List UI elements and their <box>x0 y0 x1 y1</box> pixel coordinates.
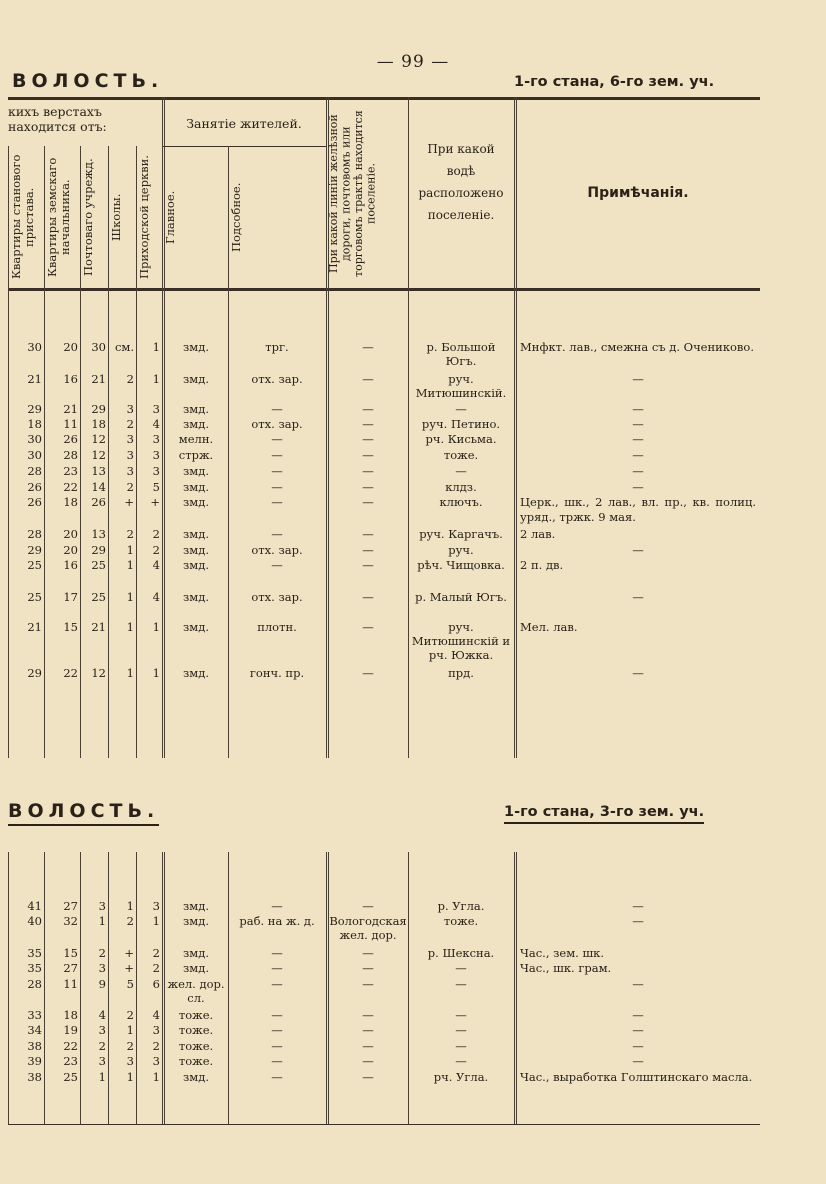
rows1-row-11-aux: — <box>271 558 283 572</box>
rows2-row-5-notes: — <box>632 1008 644 1022</box>
rows2-row-1-aux: раб. на ж. д. <box>239 914 315 928</box>
rows1-row-13-main: змд. <box>183 620 209 634</box>
rows1-row-13-water: руч. Митюшинскій и рч. Южка. <box>411 620 511 662</box>
rows1-row-10-a: 29 <box>27 543 42 557</box>
rows2-row-6-b: 19 <box>63 1023 78 1037</box>
rows1-row-9-water: руч. Каргачъ. <box>419 527 503 541</box>
rows1-row-8-d: + <box>124 495 134 509</box>
rows1-row-3-water: руч. Петино. <box>421 417 501 431</box>
rows2-row-8-aux: — <box>271 1054 283 1068</box>
rows2-row-2-main: змд. <box>183 946 209 960</box>
rows2-row-4-notes: — <box>632 977 644 991</box>
rows1-row-11-rail: — <box>362 558 374 572</box>
rows1-row-13-notes: Мел. лав. <box>520 620 578 634</box>
rows2-row-6-c: 3 <box>98 1023 106 1037</box>
rows1-row-3-d: 2 <box>126 417 134 431</box>
rows1-row-12-aux: отх. зар. <box>251 590 303 604</box>
rows2-row-8-rail: — <box>362 1054 374 1068</box>
rows1-row-3-rail: — <box>362 417 374 431</box>
rows2-row-3-main: змд. <box>183 961 209 975</box>
rows1-row-9-d: 2 <box>126 527 134 541</box>
rows2-row-6-aux: — <box>271 1023 283 1037</box>
section2-title: ВОЛОСТЬ. <box>8 800 159 826</box>
rows2-row-5-e: 4 <box>152 1008 160 1022</box>
rows1-row-14-water: прд. <box>448 666 474 680</box>
rows2-row-4-water: — <box>455 977 467 991</box>
rows2-row-1-b: 32 <box>63 914 78 928</box>
rows1-row-7-water: клдз. <box>445 480 477 494</box>
rows1-row-2-a: 29 <box>27 402 42 416</box>
rows1-row-7-a: 26 <box>27 480 42 494</box>
rows1-row-5-aux: — <box>271 448 283 462</box>
rows2-row-1-d: 2 <box>126 914 134 928</box>
rows1-row-11-d: 1 <box>126 558 134 572</box>
rows1-row-8-c: 26 <box>91 495 106 509</box>
rows1-row-7-aux: — <box>271 480 283 494</box>
rows1-row-12-rail: — <box>362 590 374 604</box>
rows2-row-0-c: 3 <box>98 899 106 913</box>
rows1-row-3-a: 18 <box>27 417 42 431</box>
rows2-row-9-e: 1 <box>152 1070 160 1084</box>
rows1-row-9-c: 13 <box>91 527 106 541</box>
rows2-row-7-d: 2 <box>126 1039 134 1053</box>
rows1-row-1-main: змд. <box>183 372 209 386</box>
rows2-row-2-e: 2 <box>152 946 160 960</box>
rows1-row-6-aux: — <box>271 464 283 478</box>
rows2-row-5-water: — <box>455 1008 467 1022</box>
rows1-row-13-rail: — <box>362 620 374 634</box>
rows2-row-9-a: 38 <box>27 1070 42 1084</box>
rows2-row-1-water: тоже. <box>443 914 479 928</box>
header-col-main: Главное. <box>163 190 177 244</box>
rows1-row-4-rail: — <box>362 432 374 446</box>
rows2-row-7-e: 2 <box>152 1039 160 1053</box>
rows1-row-10-water: руч. <box>448 543 474 557</box>
rows2-row-7-rail: — <box>362 1039 374 1053</box>
rows1-row-3-notes: — <box>632 417 644 431</box>
rows1-row-3-b: 11 <box>63 417 78 431</box>
header-col-zemsk: Квартиры земскаго начальника. <box>45 157 72 277</box>
rows1-row-5-water: тоже. <box>443 448 479 462</box>
rows2-row-4-main: жел. дор. сл. <box>167 977 225 1005</box>
rows2-row-8-d: 3 <box>126 1054 134 1068</box>
rows1-row-12-a: 25 <box>27 590 42 604</box>
rows1-row-14-d: 1 <box>126 666 134 680</box>
rows1-row-8-water: ключъ. <box>439 495 483 509</box>
rows1-row-2-b: 21 <box>63 402 78 416</box>
rows2-row-9-notes: Час., выработка Голштинскаго масла. <box>520 1070 753 1084</box>
rows1-row-2-main: змд. <box>183 402 209 416</box>
rows1-row-11-e: 4 <box>152 558 160 572</box>
rows2-row-5-b: 18 <box>63 1008 78 1022</box>
rows2-row-3-b: 27 <box>63 961 78 975</box>
rows1-row-10-d: 1 <box>126 543 134 557</box>
rows2-row-0-notes: — <box>632 899 644 913</box>
rows1-row-7-d: 2 <box>126 480 134 494</box>
rows1-row-2-e: 3 <box>152 402 160 416</box>
rows1-row-11-main: змд. <box>183 558 209 572</box>
rows2-row-4-b: 11 <box>63 977 78 991</box>
rows2-row-9-c: 1 <box>98 1070 106 1084</box>
rows1-row-14-rail: — <box>362 666 374 680</box>
rows2-row-9-aux: — <box>271 1070 283 1084</box>
rows1-row-1-a: 21 <box>27 372 42 386</box>
rows2-row-8-b: 23 <box>63 1054 78 1068</box>
rows2-row-3-a: 35 <box>27 961 42 975</box>
rows2-row-2-rail: — <box>362 946 374 960</box>
rows1-row-4-c: 12 <box>91 432 106 446</box>
rows2-row-3-aux: — <box>271 961 283 975</box>
rows2-row-8-c: 3 <box>98 1054 106 1068</box>
rows1-row-6-e: 3 <box>152 464 160 478</box>
rows2-row-0-e: 3 <box>152 899 160 913</box>
rows2-row-1-c: 1 <box>98 914 106 928</box>
rows1-row-8-e: + <box>150 495 160 509</box>
rows1-row-9-main: змд. <box>183 527 209 541</box>
page-number: — 99 — <box>376 52 450 72</box>
rows2-row-4-d: 5 <box>126 977 134 991</box>
rows2-row-2-a: 35 <box>27 946 42 960</box>
header-col-church: Приходской церкви. <box>137 155 151 279</box>
header-group-distance: кихъ верстахъ находится отъ: <box>8 104 107 134</box>
rows2-row-6-a: 34 <box>27 1023 42 1037</box>
rows2-row-6-d: 1 <box>126 1023 134 1037</box>
rows1-row-3-aux: отх. зар. <box>251 417 303 431</box>
rows1-row-5-d: 3 <box>126 448 134 462</box>
rows1-row-0-c: 30 <box>91 340 106 354</box>
rows1-row-13-d: 1 <box>126 620 134 634</box>
rows1-row-12-d: 1 <box>126 590 134 604</box>
rows1-row-0-notes: Мнфкт. лав., смежна съ д. Очениково. <box>520 340 754 354</box>
rows1-row-2-c: 29 <box>91 402 106 416</box>
rows1-row-10-c: 29 <box>91 543 106 557</box>
rows2-row-2-b: 15 <box>63 946 78 960</box>
rows1-row-9-b: 20 <box>63 527 78 541</box>
rows2-row-1-rail: Вологодская жел. дор. <box>329 914 407 942</box>
rows1-row-5-rail: — <box>362 448 374 462</box>
rows1-row-6-notes: — <box>632 464 644 478</box>
rows1-row-2-notes: — <box>632 402 644 416</box>
rows1-row-5-main: стрж. <box>178 448 214 462</box>
rows1-row-14-notes: — <box>632 666 644 680</box>
section2-subtitle: 1-го стана, 3-го зем. уч. <box>504 804 704 824</box>
rows1-row-12-e: 4 <box>152 590 160 604</box>
rows2-row-9-water: рч. Угла. <box>433 1070 489 1084</box>
rows1-row-8-rail: — <box>362 495 374 509</box>
rows1-row-12-main: змд. <box>183 590 209 604</box>
rows1-row-6-a: 28 <box>27 464 42 478</box>
rows1-row-0-water: р. Большой Югъ. <box>426 340 496 368</box>
rows1-row-6-c: 13 <box>91 464 106 478</box>
rows1-row-7-e: 5 <box>152 480 160 494</box>
rows2-row-5-a: 33 <box>27 1008 42 1022</box>
rows1-row-1-d: 2 <box>126 372 134 386</box>
rows1-row-4-e: 3 <box>152 432 160 446</box>
rows1-row-13-a: 21 <box>27 620 42 634</box>
rows2-row-3-c: 3 <box>98 961 106 975</box>
rows2-row-4-aux: — <box>271 977 283 991</box>
rows1-row-8-a: 26 <box>27 495 42 509</box>
rows1-row-1-c: 21 <box>91 372 106 386</box>
rows1-row-10-notes: — <box>632 543 644 557</box>
rows2-row-4-c: 9 <box>98 977 106 991</box>
rows2-row-0-rail: — <box>362 899 374 913</box>
rows1-row-3-e: 4 <box>152 417 160 431</box>
rows1-row-0-e: 1 <box>152 340 160 354</box>
rows1-row-4-d: 3 <box>126 432 134 446</box>
rows2-row-1-e: 1 <box>152 914 160 928</box>
rows1-row-0-main: змд. <box>183 340 209 354</box>
rows2-row-2-notes: Час., зем. шк. <box>520 946 605 960</box>
rows2-row-5-main: тоже. <box>178 1008 214 1022</box>
rows2-row-5-rail: — <box>362 1008 374 1022</box>
rows2-row-8-main: тоже. <box>178 1054 214 1068</box>
rows1-row-14-main: змд. <box>183 666 209 680</box>
rows1-row-14-e: 1 <box>152 666 160 680</box>
rows1-row-14-aux: гонч. пр. <box>249 666 305 680</box>
rows1-row-0-rail: — <box>362 340 374 354</box>
rows1-row-6-d: 3 <box>126 464 134 478</box>
rows2-row-6-rail: — <box>362 1023 374 1037</box>
rows1-row-4-aux: — <box>271 432 283 446</box>
rows2-row-0-d: 1 <box>126 899 134 913</box>
rows2-row-3-d: + <box>124 961 134 975</box>
section1-subtitle: 1-го стана, 6-го зем. уч. <box>514 74 715 90</box>
rows2-row-9-main: змд. <box>183 1070 209 1084</box>
rows2-row-8-e: 3 <box>152 1054 160 1068</box>
rows1-row-8-aux: — <box>271 495 283 509</box>
rows1-row-5-e: 3 <box>152 448 160 462</box>
rows2-row-0-main: змд. <box>183 899 209 913</box>
rows2-row-7-main: тоже. <box>178 1039 214 1053</box>
rows1-row-7-b: 22 <box>63 480 78 494</box>
section1-title: ВОЛОСТЬ. <box>12 70 164 92</box>
rows1-row-10-aux: отх. зар. <box>251 543 303 557</box>
rows1-row-9-a: 28 <box>27 527 42 541</box>
rows1-row-10-e: 2 <box>152 543 160 557</box>
rows1-row-1-e: 1 <box>152 372 160 386</box>
rows1-row-9-rail: — <box>362 527 374 541</box>
rows1-row-14-b: 22 <box>63 666 78 680</box>
rows1-row-7-c: 14 <box>91 480 106 494</box>
rows1-row-14-c: 12 <box>91 666 106 680</box>
rows1-row-7-rail: — <box>362 480 374 494</box>
header-col-post: Почтоваго учрежд. <box>81 158 95 276</box>
rows2-row-3-rail: — <box>362 961 374 975</box>
rows2-row-7-notes: — <box>632 1039 644 1053</box>
rows2-row-2-water: р. Шексна. <box>427 946 495 960</box>
rows2-row-8-a: 39 <box>27 1054 42 1068</box>
rows1-row-1-notes: — <box>632 372 644 386</box>
rows1-row-5-c: 12 <box>91 448 106 462</box>
rows1-row-11-b: 16 <box>63 558 78 572</box>
rows1-row-4-b: 26 <box>63 432 78 446</box>
rows1-row-14-a: 29 <box>27 666 42 680</box>
rows2-row-8-notes: — <box>632 1054 644 1068</box>
rows1-row-13-e: 1 <box>152 620 160 634</box>
rows1-row-12-notes: — <box>632 590 644 604</box>
rows1-row-13-b: 15 <box>63 620 78 634</box>
rows2-row-8-water: — <box>455 1054 467 1068</box>
rows1-row-4-main: мелн. <box>178 432 214 446</box>
rows1-row-11-water: рѣч. Чищовка. <box>417 558 505 572</box>
rows2-row-1-notes: — <box>632 914 644 928</box>
header-col-notes: Примѣчанія. <box>587 185 689 201</box>
header-col-aux: Подсобное. <box>229 182 243 252</box>
rows1-row-4-a: 30 <box>27 432 42 446</box>
rows1-row-4-notes: — <box>632 432 644 446</box>
rows1-row-1-aux: отх. зар. <box>251 372 303 386</box>
rows2-row-9-b: 25 <box>63 1070 78 1084</box>
rows2-row-4-a: 28 <box>27 977 42 991</box>
rows2-row-2-aux: — <box>271 946 283 960</box>
rows2-row-1-a: 40 <box>27 914 42 928</box>
rows2-row-3-notes: Час., шк. грам. <box>520 961 612 975</box>
rows1-row-2-water: — <box>455 402 467 416</box>
rows2-row-5-aux: — <box>271 1008 283 1022</box>
rows1-row-2-aux: — <box>271 402 283 416</box>
rows1-row-5-b: 28 <box>63 448 78 462</box>
rows1-row-11-notes: 2 п. дв. <box>520 558 564 572</box>
rows1-row-11-c: 25 <box>91 558 106 572</box>
header-col-stan: Квартиры станового пристава. <box>9 154 36 280</box>
header-col-rail: При какой линіи желѣзной дороги, почтовомъ или торговомъ трактѣ находится поселеніе. <box>327 110 378 278</box>
rows1-row-1-water: руч. Митюшинскій. <box>415 372 507 400</box>
rows1-row-0-a: 30 <box>27 340 42 354</box>
rows1-row-11-a: 25 <box>27 558 42 572</box>
rows1-row-4-water: рч. Кисьма. <box>425 432 497 446</box>
rows2-row-3-e: 2 <box>152 961 160 975</box>
rows1-row-13-c: 21 <box>91 620 106 634</box>
header-col-water: При какой водѣ расположено поселеніе. <box>418 142 504 222</box>
rows1-row-6-water: — <box>455 464 467 478</box>
rows2-row-7-a: 38 <box>27 1039 42 1053</box>
rows2-row-6-water: — <box>455 1023 467 1037</box>
rows1-row-1-b: 16 <box>63 372 78 386</box>
rows2-row-4-e: 6 <box>152 977 160 991</box>
rows2-row-1-main: змд. <box>183 914 209 928</box>
rows2-row-6-notes: — <box>632 1023 644 1037</box>
rows1-row-9-e: 2 <box>152 527 160 541</box>
rows1-row-0-aux: трг. <box>265 340 289 354</box>
rows2-row-2-c: 2 <box>98 946 106 960</box>
rows1-row-8-main: змд. <box>183 495 209 509</box>
rows2-row-7-aux: — <box>271 1039 283 1053</box>
rows1-row-6-rail: — <box>362 464 374 478</box>
rows2-row-9-d: 1 <box>126 1070 134 1084</box>
rows1-row-8-b: 18 <box>63 495 78 509</box>
rows1-row-12-c: 25 <box>91 590 106 604</box>
rows2-row-7-c: 2 <box>98 1039 106 1053</box>
rows1-row-12-b: 17 <box>63 590 78 604</box>
rows1-row-3-main: змд. <box>183 417 209 431</box>
rows2-row-0-a: 41 <box>27 899 42 913</box>
rows1-row-1-rail: — <box>362 372 374 386</box>
rows1-row-10-b: 20 <box>63 543 78 557</box>
rows1-row-8-notes: Церк., шк., 2 лав., вл. пр., кв. полиц. уряд., тржк. 9 мая. <box>520 495 756 524</box>
rows2-row-0-b: 27 <box>63 899 78 913</box>
rows2-row-2-d: + <box>124 946 134 960</box>
rows1-row-6-b: 23 <box>63 464 78 478</box>
rows2-row-7-b: 22 <box>63 1039 78 1053</box>
rows2-row-0-water: р. Угла. <box>437 899 485 913</box>
header-col-school: Школы. <box>109 193 123 241</box>
rows1-row-5-notes: — <box>632 448 644 462</box>
rows1-row-12-water: р. Малый Югъ. <box>415 590 507 604</box>
rows1-row-3-c: 18 <box>91 417 106 431</box>
rows2-row-9-rail: — <box>362 1070 374 1084</box>
rows1-row-7-notes: — <box>632 480 644 494</box>
rows2-row-5-c: 4 <box>98 1008 106 1022</box>
rows1-row-10-rail: — <box>362 543 374 557</box>
header-group-occupation: Занятіе жителей. <box>186 116 302 131</box>
rows1-row-9-aux: — <box>271 527 283 541</box>
rows2-row-0-aux: — <box>271 899 283 913</box>
rows2-row-7-water: — <box>455 1039 467 1053</box>
rows2-row-6-main: тоже. <box>178 1023 214 1037</box>
rows1-row-0-b: 20 <box>63 340 78 354</box>
rows2-row-6-e: 3 <box>152 1023 160 1037</box>
rows2-row-3-water: — <box>455 961 467 975</box>
rows1-row-7-main: змд. <box>183 480 209 494</box>
rows1-row-5-a: 30 <box>27 448 42 462</box>
rows1-row-9-notes: 2 лав. <box>520 527 556 541</box>
rows1-row-10-main: змд. <box>183 543 209 557</box>
rows1-row-6-main: змд. <box>183 464 209 478</box>
rows1-row-0-d: см. <box>114 340 134 354</box>
rows1-row-13-aux: плотн. <box>257 620 297 634</box>
rows1-row-2-rail: — <box>362 402 374 416</box>
rows2-row-5-d: 2 <box>126 1008 134 1022</box>
rows2-row-4-rail: — <box>362 977 374 991</box>
rows1-row-2-d: 3 <box>126 402 134 416</box>
